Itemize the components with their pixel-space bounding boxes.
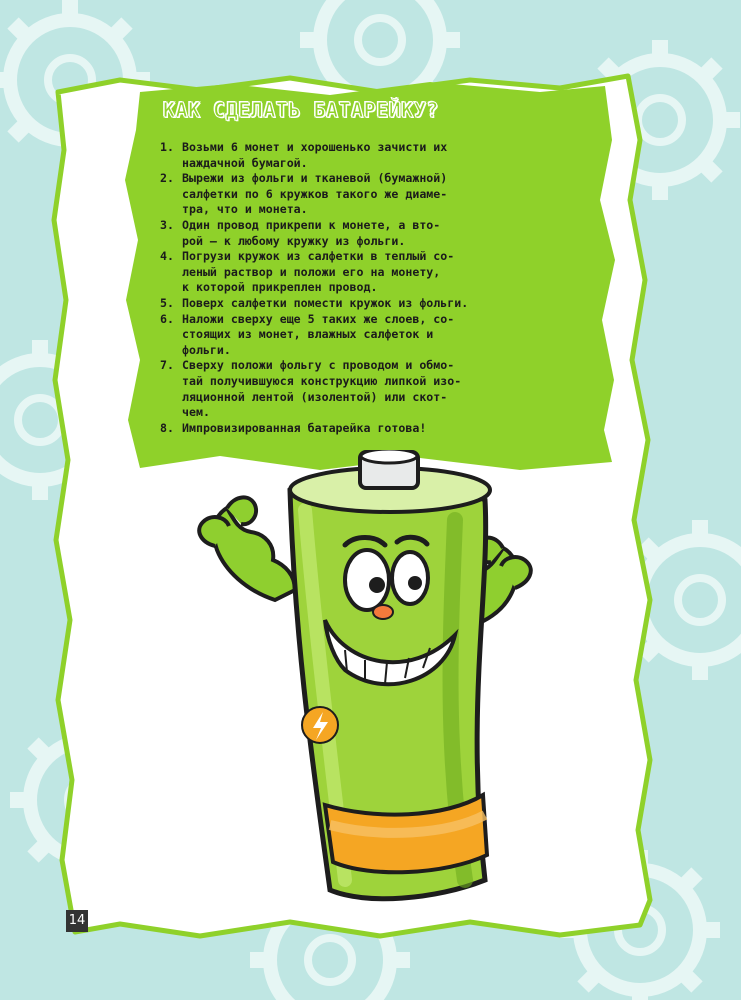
step-number: 3. [160, 217, 174, 232]
step-text: Импровизированная батарейка готова! [182, 420, 427, 435]
step-number: 7. [160, 358, 174, 373]
step-text: Наложи сверху еще 5 таких же слоев, со- стоящих из монет, влажных салфеток и фольги. [182, 311, 455, 357]
list-item [160, 358, 580, 420]
list-item [160, 296, 580, 312]
step-text: Поверх салфетки помести кружок из фольги. [182, 295, 469, 310]
step-number: 4. [160, 249, 174, 264]
step-number: 5. [160, 295, 174, 310]
left-arm [199, 497, 295, 600]
step-text: Вырежи из фольги и тканевой (бумажной) салфетки по 6 кружков такого же диаме- тра, что и монета. [182, 171, 448, 217]
step-number: 1. [160, 140, 174, 154]
step-text: Возьми 6 монет и хорошенько зачисти их наждачной бумагой. [182, 140, 448, 170]
step-number: 2. [160, 171, 174, 186]
eye [392, 552, 428, 604]
battery-mascot-illustration [155, 450, 555, 910]
page-number: 14 [66, 910, 88, 932]
step-number: 8. [160, 420, 174, 435]
list-item [160, 249, 580, 296]
list-item [160, 312, 580, 359]
list-item [160, 140, 580, 171]
step-text: Сверху положи фольгу с проводом и обмо- тай получившуюся конструкцию липкой изо- ляционной лентой (изолентой) или скот- чем. [182, 358, 462, 420]
page-title: КАК СДЕЛАТЬ БАТАРЕЙКУ? [163, 98, 439, 122]
step-text: Погрузи кружок из салфетки в теплый со- леный раствор и положи его на монету, к которой прикреплен провод. [182, 249, 455, 295]
step-text: Один провод прикрепи к монете, а вто- рой — к любому кружку из фольги. [182, 217, 441, 248]
list-item [160, 218, 580, 249]
instruction-list [160, 140, 580, 436]
step-number: 6. [160, 311, 174, 326]
list-item [160, 421, 580, 437]
list-item [160, 171, 580, 218]
nose [373, 605, 393, 619]
